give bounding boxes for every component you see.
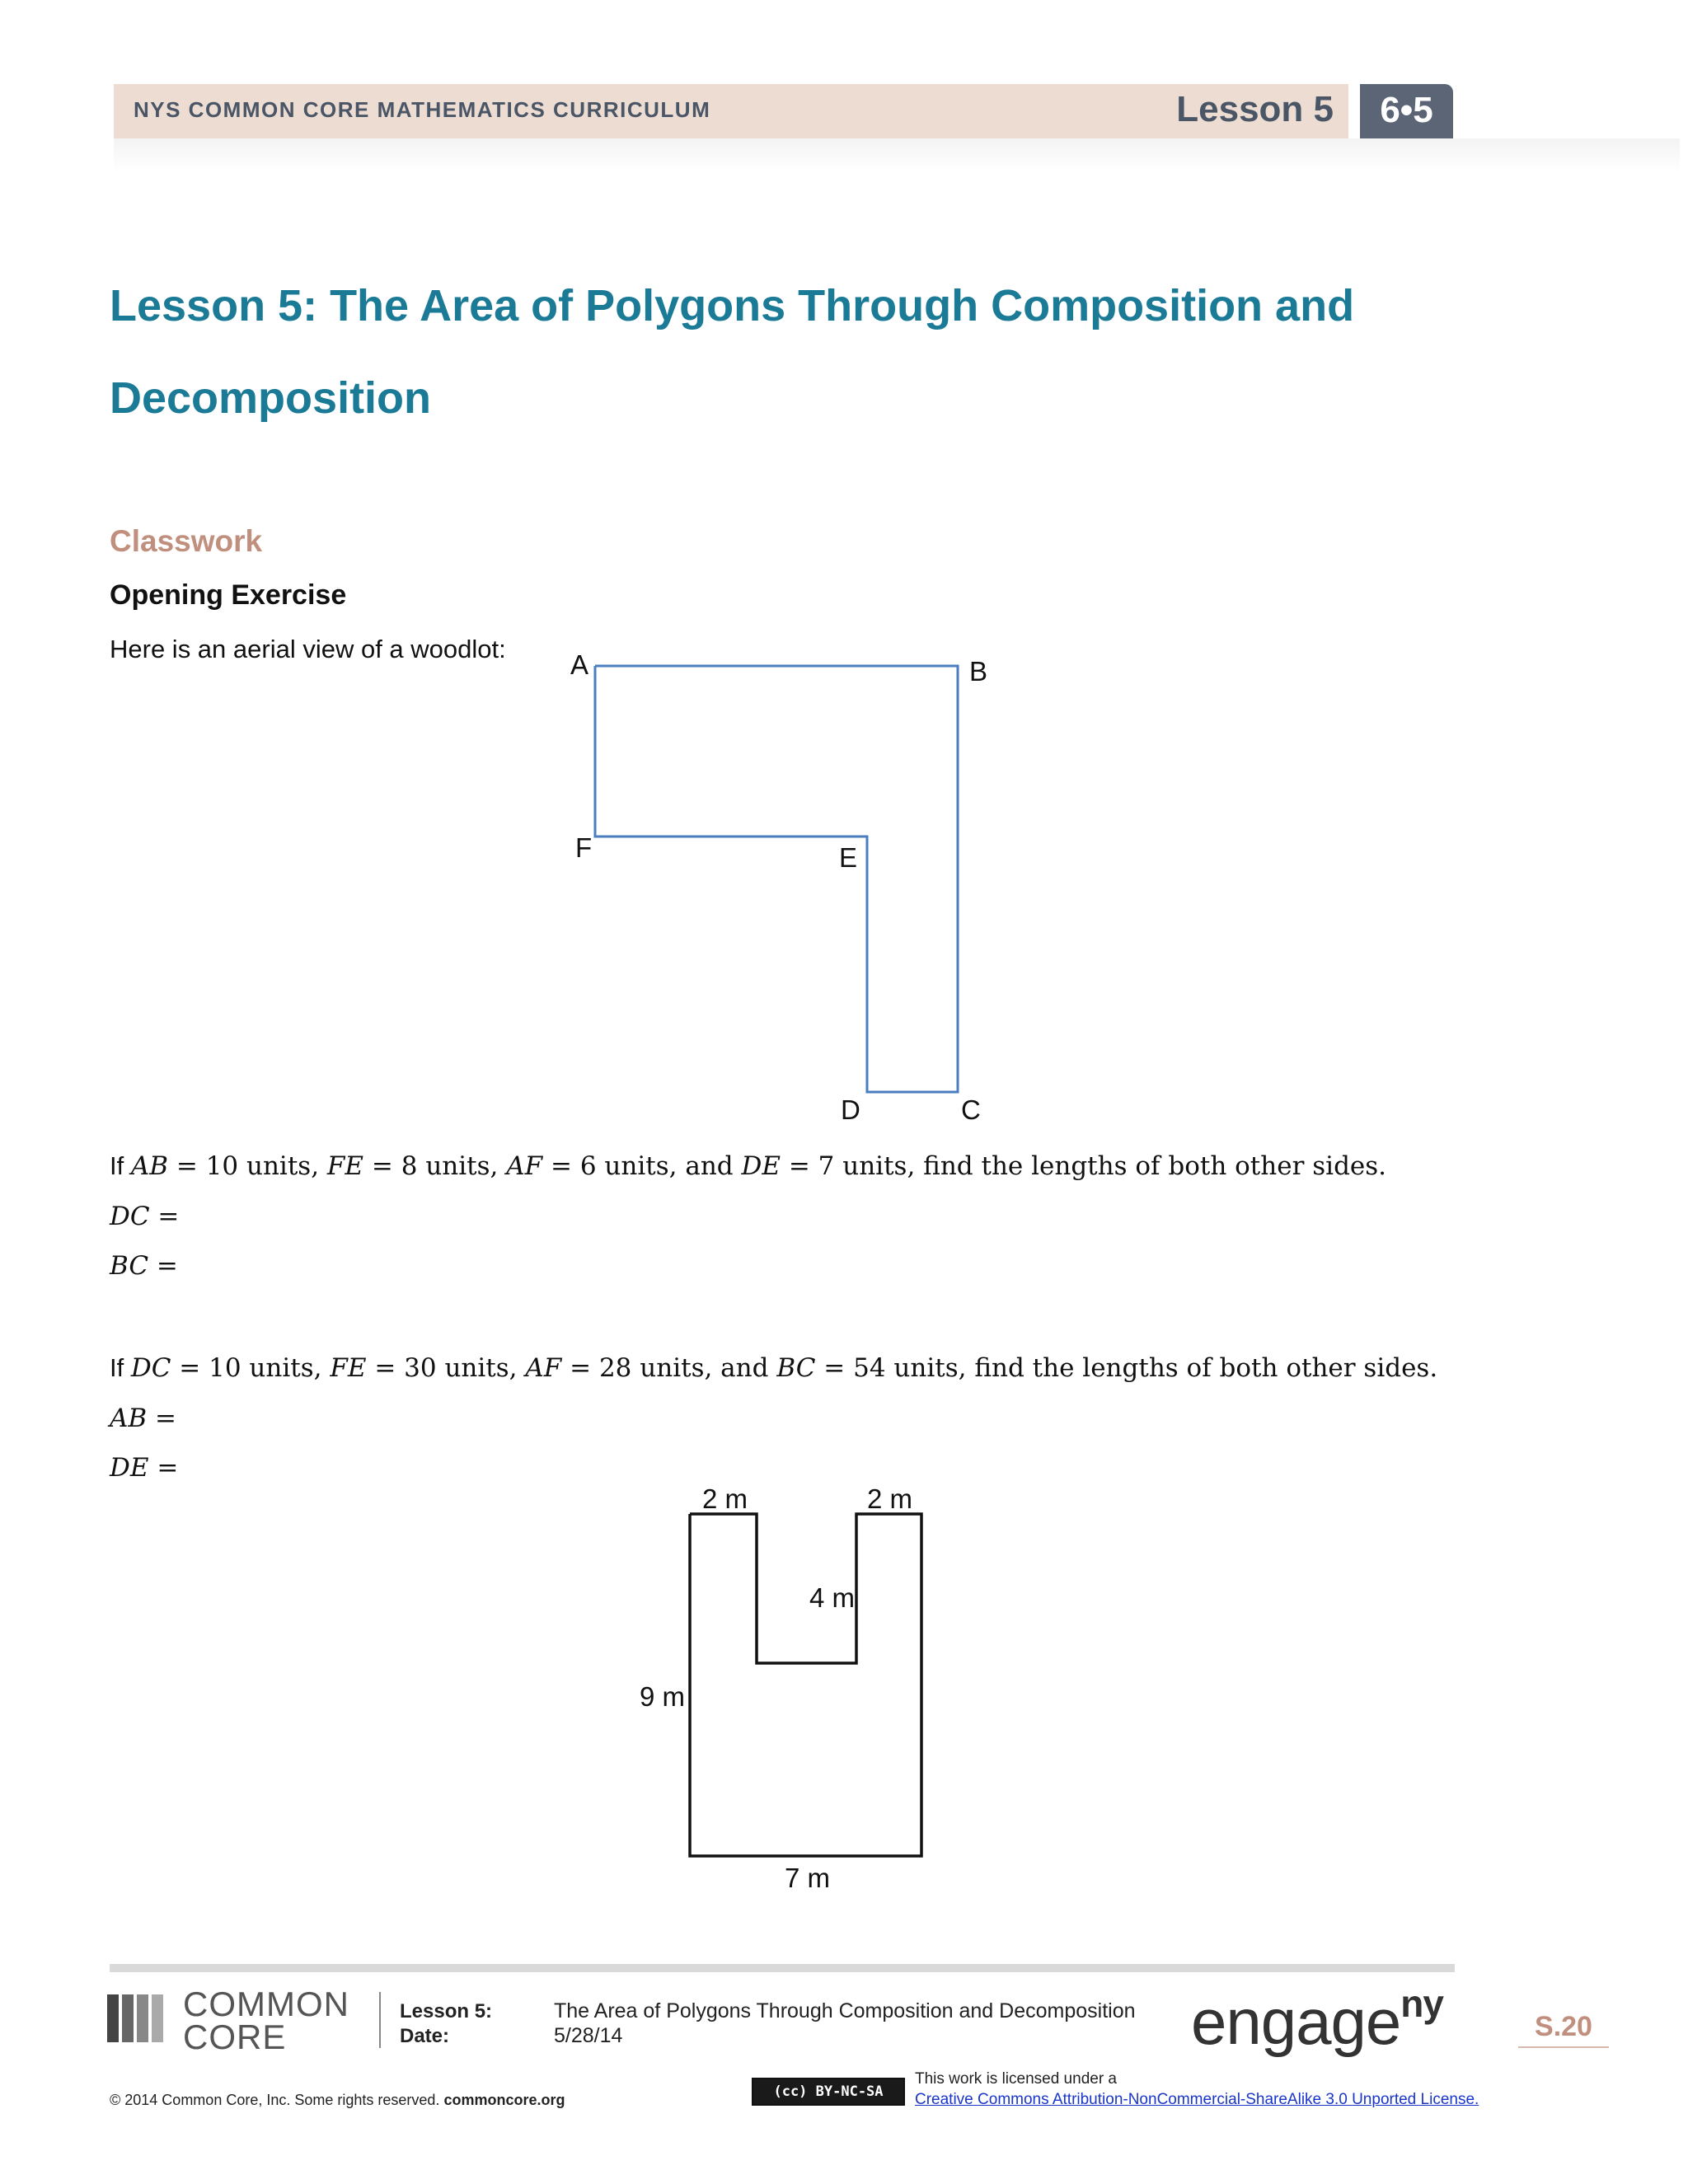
woodlot-outline [595,666,958,1092]
page-title-line1: Lesson 5: The Area of Polygons Through Composition and [110,281,1355,330]
vertex-label-b: B [969,656,988,687]
vertex-label-f: F [575,832,593,863]
footer-date-label: Date: [400,2025,450,2047]
commoncore-link[interactable]: commoncore.org [443,2092,565,2108]
section-heading: Classwork [110,524,263,558]
vertex-label-a: A [570,649,589,680]
page-number-underline [1518,2046,1609,2048]
answer-ab: AB = [110,1404,177,1433]
footer-divider [110,1964,1455,1972]
footer-date-value: 5/28/14 [554,2024,623,2047]
engage-ny-logo: engage$^{ny}$ [1191,1982,1443,2058]
dim-label-top-left: 2 m [702,1483,748,1514]
curriculum-title: NYS COMMON CORE MATHEMATICS CURRICULUM [134,97,711,122]
answer-dc: DC = [110,1202,180,1231]
vertex-label-e: E [839,842,858,873]
dim-label-bottom: 7 m [785,1863,831,1893]
vertex-label-c: C [961,1094,981,1125]
dim-label-left: 9 m [640,1681,686,1712]
grade-badge: 6•5 [1360,84,1453,138]
answer-de: DE = [110,1453,179,1483]
license-text: This work is licensed under a [915,2070,1117,2088]
brand-line-2: CORE [183,2018,287,2056]
intro-text: Here is an aerial view of a woodlot: [110,635,506,663]
dim-label-top-right: 2 m [867,1483,913,1514]
u-shape-figure [0,1483,1688,1912]
license-link[interactable]: Creative Commons Attribution-NonCommercial-ShareAlike 3.0 Unported License. [915,2091,1479,2108]
cc-license-badge[interactable]: (cc) BY-NC-SA [752,2078,905,2106]
footer-lesson-label: Lesson 5: [400,2000,493,2022]
dim-label-inner: 4 m [809,1582,856,1613]
question-1: If AB = 10 units, FE = 8 units, AF = 6 units, and DE = 7 units, find the lengths of both other sides. [110,1151,1387,1181]
vertex-label-d: D [841,1094,860,1125]
page-title-line2: Decomposition [110,373,432,423]
footer-separator [379,1992,381,2048]
question-2: If DC = 10 units, FE = 30 units, AF = 28 units, and BC = 54 units, find the lengths of both other sides. [110,1353,1438,1383]
u-shape-outline [690,1514,921,1856]
subsection-heading: Opening Exercise [110,579,347,611]
brand-line-1: COMMON [183,1985,349,2023]
page-number: S.20 [1535,2011,1592,2042]
answer-bc: BC = [110,1251,178,1281]
common-core-logo-icon [106,1988,180,2046]
footer-lesson-value: The Area of Polygons Through Composition and Decomposition [554,1999,1136,2022]
header-lesson: Lesson 5 [1176,89,1334,129]
copyright: © 2014 Common Core, Inc. Some rights reserved. commoncore.org [110,2092,565,2108]
